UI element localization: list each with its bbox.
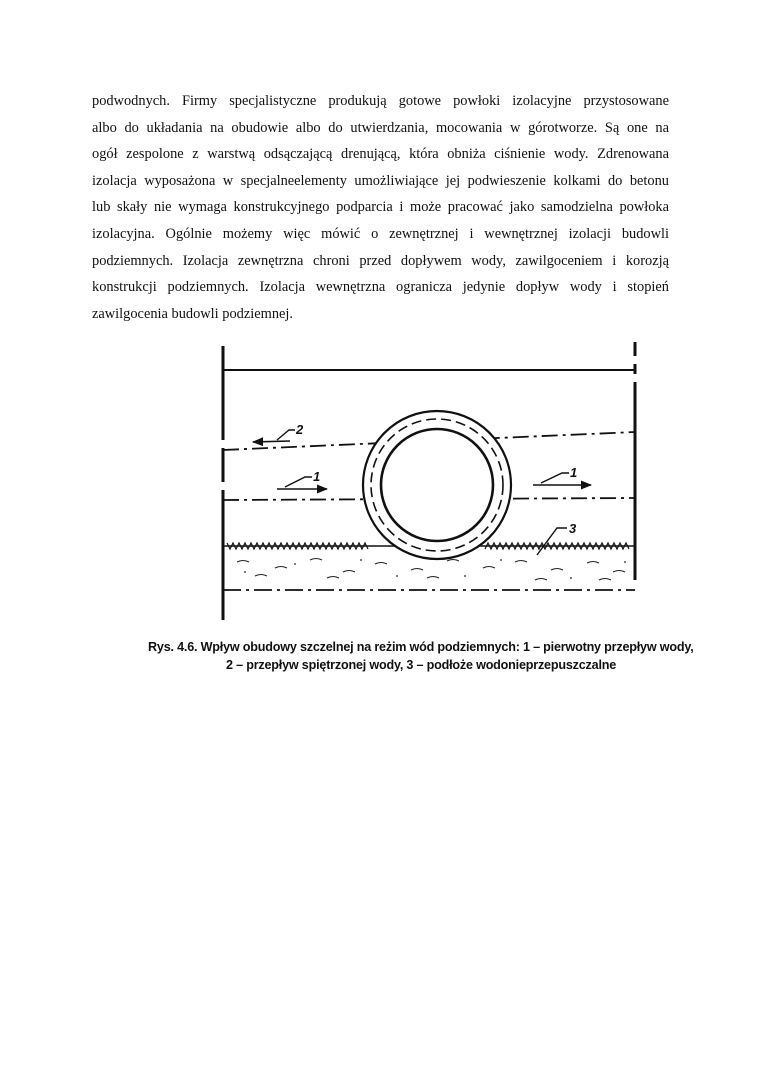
label-flow-1-left: 1	[313, 469, 321, 484]
arrow-flow-2	[253, 441, 290, 442]
paragraph-line: podziemnych. Izolacja zewnętrzna chroni przed dopływem wody, zawilgoceniem i korozją	[92, 252, 669, 269]
paragraph-line: albo do układania na obudowie albo do utwierdzania, mocowania w górotworze. Są one na	[92, 119, 669, 136]
tunnel-lining	[363, 411, 511, 559]
paragraph-line: ogół zespolone z warstwą odsączającą drenującą, która obniża ciśnienie wody. Zdrenowana	[92, 146, 669, 163]
figure-caption	[148, 638, 708, 674]
label-layer-3: 3	[569, 521, 577, 536]
paragraph-line: podwodnych. Firmy specjalistyczne produkują gotowe powłoki izolacyjne przystosowane	[92, 93, 669, 109]
caption-line-1: Rys. 4.6. Wpływ obudowy szczelnej na reżim wód podziemnych: 1 – pierwotny przepływ wody,	[148, 640, 694, 654]
label-flow-2: 2	[296, 422, 304, 437]
paragraph-line: izolacyjna. Ogólnie możemy więc mówić o zewnętrznej i wewnętrznej izolacji budowli	[92, 225, 669, 242]
paragraph-line: izolacja wyposażona w specjalneelementy umożliwiające jej podwieszenie kolkami do betonu	[92, 172, 669, 189]
caption-line-2: 2 – przepływ spiętrzonej wody, 3 – podłoże wodonieprzepuszczalne	[226, 658, 617, 672]
body-paragraph	[92, 88, 669, 327]
paragraph-line: lub skały nie wymaga konstrukcyjnego podparcia i może pracować jako samodzielna powłoka	[92, 199, 669, 216]
figure-tunnel-groundwater	[215, 340, 645, 630]
label-flow-1-right: 1	[570, 465, 578, 480]
paragraph-line: konstrukcji podziemnych. Izolacja wewnętrzna ogranicza jedynie dopływ wody i stopień	[92, 279, 669, 296]
paragraph-line: zawilgocenia budowli podziemnej.	[92, 305, 294, 322]
